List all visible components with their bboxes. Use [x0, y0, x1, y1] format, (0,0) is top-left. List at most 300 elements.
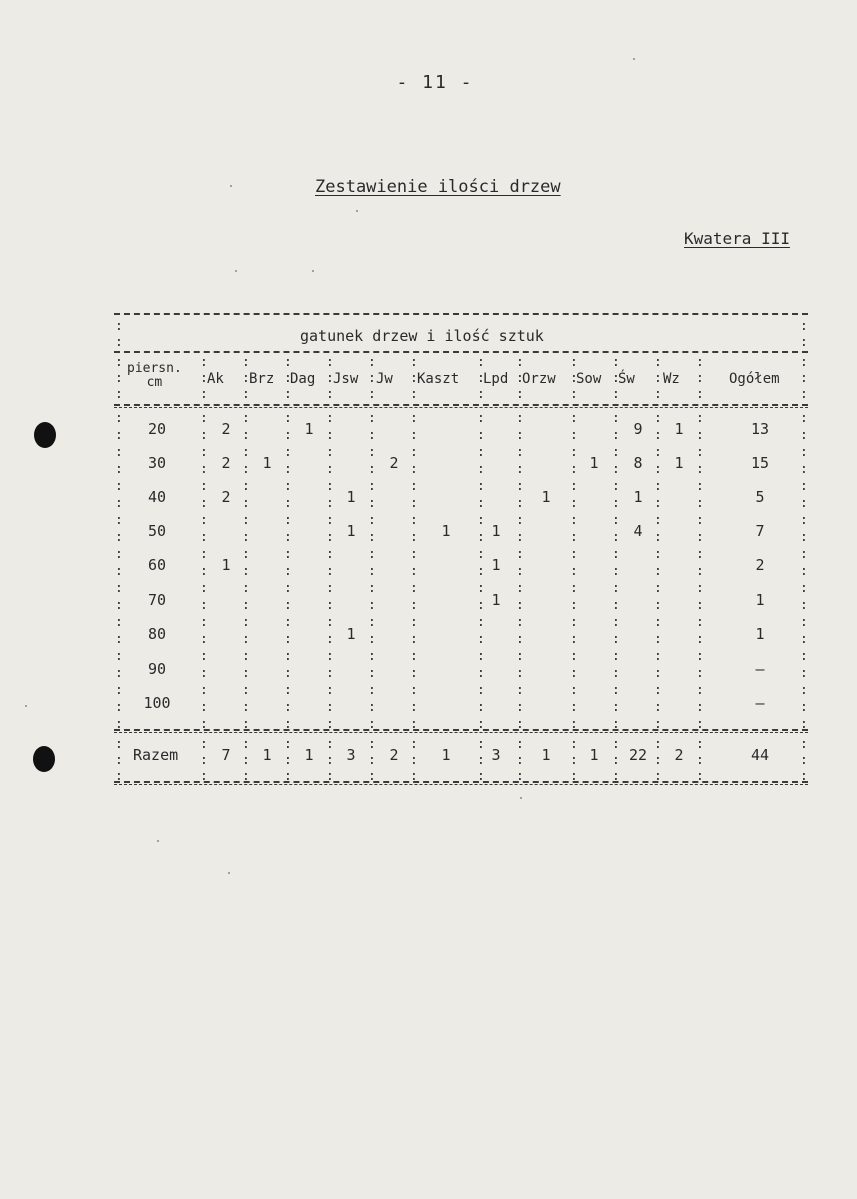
column-separator: :: [612, 479, 620, 494]
column-separator: :: [410, 666, 418, 681]
column-separator: :: [654, 717, 662, 732]
column-separator: :: [516, 717, 524, 732]
column-separator: :: [800, 462, 808, 477]
total-row-value: 1: [441, 746, 451, 764]
column-separator: :: [654, 769, 662, 784]
section-label: Kwatera III: [684, 229, 790, 248]
column-separator: :: [654, 496, 662, 511]
column-separator: :: [612, 564, 620, 579]
column-separator: :: [654, 479, 662, 494]
column-separator: :: [115, 700, 123, 715]
column-separator: :: [115, 598, 123, 613]
column-separator: :: [368, 737, 376, 752]
column-separator: :: [368, 355, 376, 370]
column-separator: :: [570, 753, 578, 768]
column-separator: :: [115, 513, 123, 528]
column-separator: :: [477, 753, 485, 768]
column-separator: :: [326, 530, 334, 545]
column-separator: :: [410, 428, 418, 443]
column-separator: :: [115, 683, 123, 698]
column-separator: :: [326, 355, 334, 370]
column-separator: :: [115, 753, 123, 768]
column-separator: :: [200, 530, 208, 545]
column-separator: :: [570, 769, 578, 784]
row-total-cell: 13: [750, 420, 770, 438]
column-separator: :: [200, 445, 208, 460]
column-separator: :: [696, 547, 704, 562]
column-separator: :: [477, 666, 485, 681]
value-cell: 1: [346, 522, 356, 540]
column-separator: :: [800, 547, 808, 562]
paper-speck: [235, 270, 237, 272]
column-separator: :: [284, 445, 292, 460]
column-separator: :: [200, 564, 208, 579]
column-separator: :: [570, 666, 578, 681]
column-separator: :: [368, 769, 376, 784]
column-separator: :: [410, 513, 418, 528]
column-separator: :: [200, 371, 208, 386]
column-separator: :: [477, 496, 485, 511]
column-separator: :: [516, 387, 524, 402]
column-separator: :: [477, 564, 485, 579]
column-separator: :: [284, 371, 292, 386]
column-separator: :: [115, 445, 123, 460]
column-separator: :: [516, 513, 524, 528]
column-separator: :: [326, 737, 334, 752]
column-separator: :: [410, 547, 418, 562]
column-separator: :: [242, 632, 250, 647]
value-cell: 1: [491, 556, 501, 574]
column-separator: :: [242, 387, 250, 402]
total-row-value: 1: [262, 746, 272, 764]
column-separator: :: [326, 649, 334, 664]
column-separator: :: [200, 737, 208, 752]
column-separator: :: [326, 564, 334, 579]
column-separator: :: [696, 411, 704, 426]
column-separator: :: [284, 530, 292, 545]
column-separator: :: [696, 753, 704, 768]
column-separator: :: [516, 445, 524, 460]
column-separator: :: [200, 355, 208, 370]
column-separator: :: [200, 496, 208, 511]
column-separator: :: [284, 581, 292, 596]
column-separator: :: [200, 632, 208, 647]
value-cell: 9: [633, 420, 643, 438]
column-separator: :: [242, 737, 250, 752]
column-separator: :: [115, 581, 123, 596]
row-total-cell: –: [755, 660, 765, 678]
column-separator: :: [115, 530, 123, 545]
column-separator: :: [696, 387, 704, 402]
column-separator: :: [612, 496, 620, 511]
value-cell: 1: [262, 454, 272, 472]
column-separator: :: [242, 547, 250, 562]
column-separator: :: [800, 428, 808, 443]
column-separator: :: [115, 462, 123, 477]
value-cell: 1: [221, 556, 231, 574]
row-total-cell: –: [755, 694, 765, 712]
column-separator: :: [696, 700, 704, 715]
column-separator: :: [570, 371, 578, 386]
column-separator: :: [612, 547, 620, 562]
column-separator: :: [242, 355, 250, 370]
column-separator: :: [612, 371, 620, 386]
diameter-cell: 50: [147, 522, 167, 540]
column-separator: :: [477, 598, 485, 613]
column-separator: :: [570, 428, 578, 443]
column-separator: :: [654, 700, 662, 715]
column-separator: :: [654, 411, 662, 426]
column-separator: :: [696, 513, 704, 528]
total-column-header: Ogółem: [729, 371, 780, 387]
column-separator: :: [242, 479, 250, 494]
column-separator: :: [368, 753, 376, 768]
column-separator: :: [570, 445, 578, 460]
column-separator: :: [516, 737, 524, 752]
column-separator: :: [516, 753, 524, 768]
column-separator: :: [200, 479, 208, 494]
diameter-cell: 30: [147, 454, 167, 472]
column-separator: :: [612, 355, 620, 370]
column-separator: :: [654, 513, 662, 528]
column-separator: :: [410, 683, 418, 698]
column-separator: :: [115, 479, 123, 494]
column-separator: :: [410, 769, 418, 784]
column-separator: :: [284, 737, 292, 752]
column-separator: :: [800, 411, 808, 426]
paper-speck: [356, 210, 358, 212]
column-header-11: Wz: [663, 371, 680, 387]
column-separator: :: [284, 700, 292, 715]
column-separator: :: [326, 666, 334, 681]
column-separator: :: [410, 737, 418, 752]
column-separator: :: [200, 428, 208, 443]
paper-speck: [25, 705, 27, 707]
column-separator: :: [696, 371, 704, 386]
column-separator: :: [696, 445, 704, 460]
column-separator: :: [326, 428, 334, 443]
column-separator: :: [477, 479, 485, 494]
column-separator: :: [410, 564, 418, 579]
paper-speck: [520, 797, 522, 799]
column-separator: :: [516, 632, 524, 647]
column-separator: :: [326, 717, 334, 732]
table-rule-double-1: [114, 407, 808, 408]
column-separator: :: [242, 428, 250, 443]
column-separator: :: [410, 496, 418, 511]
column-header-5: Jw: [376, 371, 393, 387]
row-total-cell: 15: [750, 454, 770, 472]
column-separator: :: [516, 666, 524, 681]
column-separator: :: [570, 547, 578, 562]
column-separator: :: [284, 683, 292, 698]
column-separator: :: [477, 737, 485, 752]
column-separator: :: [242, 530, 250, 545]
diameter-cell: 100: [143, 694, 171, 712]
column-separator: :: [284, 649, 292, 664]
column-separator: :: [115, 428, 123, 443]
total-row-value: 7: [221, 746, 231, 764]
column-separator: :: [200, 387, 208, 402]
column-separator: :: [115, 632, 123, 647]
column-separator: :: [516, 769, 524, 784]
column-separator: :: [696, 462, 704, 477]
column-separator: :: [410, 387, 418, 402]
diameter-cell: 70: [147, 591, 167, 609]
column-separator: :: [570, 513, 578, 528]
table-rule-double-3: [114, 784, 808, 785]
column-separator: :: [115, 547, 123, 562]
column-separator: :: [242, 564, 250, 579]
column-separator: :: [410, 355, 418, 370]
column-separator: :: [368, 547, 376, 562]
column-separator: :: [368, 530, 376, 545]
column-separator: :: [200, 462, 208, 477]
column-separator: :: [326, 496, 334, 511]
column-separator: :: [800, 564, 808, 579]
column-separator: :: [612, 411, 620, 426]
column-separator: :: [800, 737, 808, 752]
column-separator: :: [477, 700, 485, 715]
column-separator: :: [115, 717, 123, 732]
column-separator: :: [612, 700, 620, 715]
row-separator: :: [800, 335, 808, 350]
paper-speck: [157, 840, 159, 842]
column-separator: :: [516, 428, 524, 443]
column-separator: :: [800, 683, 808, 698]
column-separator: :: [200, 717, 208, 732]
column-separator: :: [516, 411, 524, 426]
column-separator: :: [696, 496, 704, 511]
column-separator: :: [696, 530, 704, 545]
column-separator: :: [612, 769, 620, 784]
column-separator: :: [612, 513, 620, 528]
column-separator: :: [326, 769, 334, 784]
column-separator: :: [516, 479, 524, 494]
column-separator: :: [242, 581, 250, 596]
table-rule-double-2: [114, 732, 808, 733]
diameter-cell: 90: [147, 660, 167, 678]
column-separator: :: [612, 753, 620, 768]
column-separator: :: [516, 615, 524, 630]
column-separator: :: [654, 683, 662, 698]
column-separator: :: [242, 496, 250, 511]
column-separator: :: [570, 581, 578, 596]
column-separator: :: [696, 615, 704, 630]
column-separator: :: [612, 530, 620, 545]
column-separator: :: [326, 700, 334, 715]
column-separator: :: [115, 371, 123, 386]
column-separator: :: [200, 753, 208, 768]
column-separator: :: [612, 615, 620, 630]
row-separator: :: [115, 319, 123, 334]
column-separator: :: [200, 598, 208, 613]
column-separator: :: [696, 428, 704, 443]
row-separator: :: [115, 335, 123, 350]
row-total-cell: 1: [755, 625, 765, 643]
column-separator: :: [284, 632, 292, 647]
column-separator: :: [654, 462, 662, 477]
column-separator: :: [284, 564, 292, 579]
column-separator: :: [410, 615, 418, 630]
total-row-label: Razem: [133, 746, 179, 764]
column-separator: :: [200, 411, 208, 426]
column-separator: :: [115, 666, 123, 681]
column-separator: :: [696, 355, 704, 370]
column-separator: :: [570, 632, 578, 647]
column-separator: :: [800, 479, 808, 494]
column-separator: :: [570, 649, 578, 664]
column-separator: :: [800, 649, 808, 664]
column-separator: :: [696, 649, 704, 664]
total-row-value: 2: [389, 746, 399, 764]
column-separator: :: [284, 496, 292, 511]
value-cell: 2: [221, 488, 231, 506]
value-cell: 2: [221, 454, 231, 472]
grand-total-cell: 44: [750, 746, 770, 764]
value-cell: 8: [633, 454, 643, 472]
column-separator: :: [477, 717, 485, 732]
column-separator: :: [115, 411, 123, 426]
column-separator: :: [326, 598, 334, 613]
column-separator: :: [516, 547, 524, 562]
row-total-cell: 1: [755, 591, 765, 609]
value-cell: 1: [633, 488, 643, 506]
column-separator: :: [516, 462, 524, 477]
column-separator: :: [516, 700, 524, 715]
column-separator: :: [115, 737, 123, 752]
column-separator: :: [284, 547, 292, 562]
diameter-cell: 20: [147, 420, 167, 438]
column-header-8: Orzw: [522, 371, 556, 387]
column-header-2: Brz: [249, 371, 275, 387]
column-separator: :: [326, 632, 334, 647]
column-separator: :: [696, 581, 704, 596]
column-separator: :: [368, 387, 376, 402]
column-separator: :: [115, 769, 123, 784]
column-separator: :: [410, 530, 418, 545]
column-separator: :: [410, 649, 418, 664]
column-separator: :: [242, 371, 250, 386]
column-separator: :: [477, 462, 485, 477]
column-separator: :: [612, 581, 620, 596]
column-separator: :: [654, 530, 662, 545]
column-separator: :: [326, 547, 334, 562]
column-separator: :: [654, 666, 662, 681]
column-separator: :: [284, 479, 292, 494]
column-separator: :: [477, 428, 485, 443]
column-header-4: Jsw: [333, 371, 359, 387]
column-separator: :: [570, 598, 578, 613]
column-separator: :: [326, 371, 334, 386]
row-total-cell: 2: [755, 556, 765, 574]
column-separator: :: [516, 683, 524, 698]
column-separator: :: [800, 666, 808, 681]
column-separator: :: [570, 355, 578, 370]
column-separator: :: [368, 411, 376, 426]
column-separator: :: [654, 598, 662, 613]
column-separator: :: [516, 496, 524, 511]
column-separator: :: [115, 564, 123, 579]
column-header-9: Sow: [576, 371, 602, 387]
column-separator: :: [368, 700, 376, 715]
column-separator: :: [570, 683, 578, 698]
column-separator: :: [696, 666, 704, 681]
column-separator: :: [284, 387, 292, 402]
column-separator: :: [200, 683, 208, 698]
column-separator: :: [200, 581, 208, 596]
column-separator: :: [284, 513, 292, 528]
column-separator: :: [654, 737, 662, 752]
column-separator: :: [570, 700, 578, 715]
column-separator: :: [410, 411, 418, 426]
column-separator: :: [612, 387, 620, 402]
column-separator: :: [696, 564, 704, 579]
diameter-cell: 60: [147, 556, 167, 574]
column-separator: :: [368, 598, 376, 613]
column-separator: :: [242, 615, 250, 630]
column-separator: :: [326, 581, 334, 596]
column-separator: :: [368, 683, 376, 698]
column-separator: :: [410, 462, 418, 477]
column-separator: :: [410, 479, 418, 494]
column-separator: :: [477, 513, 485, 528]
value-cell: 1: [541, 488, 551, 506]
value-cell: 4: [633, 522, 643, 540]
total-row-value: 1: [304, 746, 314, 764]
column-separator: :: [410, 581, 418, 596]
column-separator: :: [242, 411, 250, 426]
total-row-value: 1: [541, 746, 551, 764]
column-separator: :: [368, 564, 376, 579]
column-separator: :: [477, 581, 485, 596]
table-rule-4: [114, 729, 808, 731]
column-separator: :: [326, 387, 334, 402]
value-cell: 1: [589, 454, 599, 472]
column-separator: :: [516, 564, 524, 579]
value-cell: 1: [441, 522, 451, 540]
column-separator: :: [696, 479, 704, 494]
column-header-7: Lpd: [483, 371, 509, 387]
paper-speck: [633, 58, 635, 60]
column-separator: :: [200, 513, 208, 528]
column-separator: :: [242, 753, 250, 768]
column-separator: :: [654, 615, 662, 630]
column-separator: :: [696, 683, 704, 698]
column-separator: :: [570, 530, 578, 545]
column-separator: :: [368, 445, 376, 460]
column-separator: :: [570, 462, 578, 477]
column-separator: :: [477, 371, 485, 386]
column-separator: :: [800, 513, 808, 528]
column-separator: :: [284, 666, 292, 681]
column-separator: :: [612, 428, 620, 443]
column-separator: :: [326, 479, 334, 494]
column-separator: :: [477, 649, 485, 664]
column-separator: :: [612, 649, 620, 664]
column-separator: :: [368, 666, 376, 681]
column-separator: :: [800, 632, 808, 647]
species-group-header: gatunek drzew i ilość sztuk: [300, 327, 544, 345]
column-separator: :: [612, 598, 620, 613]
diameter-cell: 40: [147, 488, 167, 506]
column-separator: :: [654, 445, 662, 460]
column-separator: :: [242, 649, 250, 664]
diameter-cell: 80: [147, 625, 167, 643]
column-separator: :: [326, 445, 334, 460]
column-header-3: Dag: [290, 371, 316, 387]
page-number: - 11 -: [396, 72, 474, 93]
